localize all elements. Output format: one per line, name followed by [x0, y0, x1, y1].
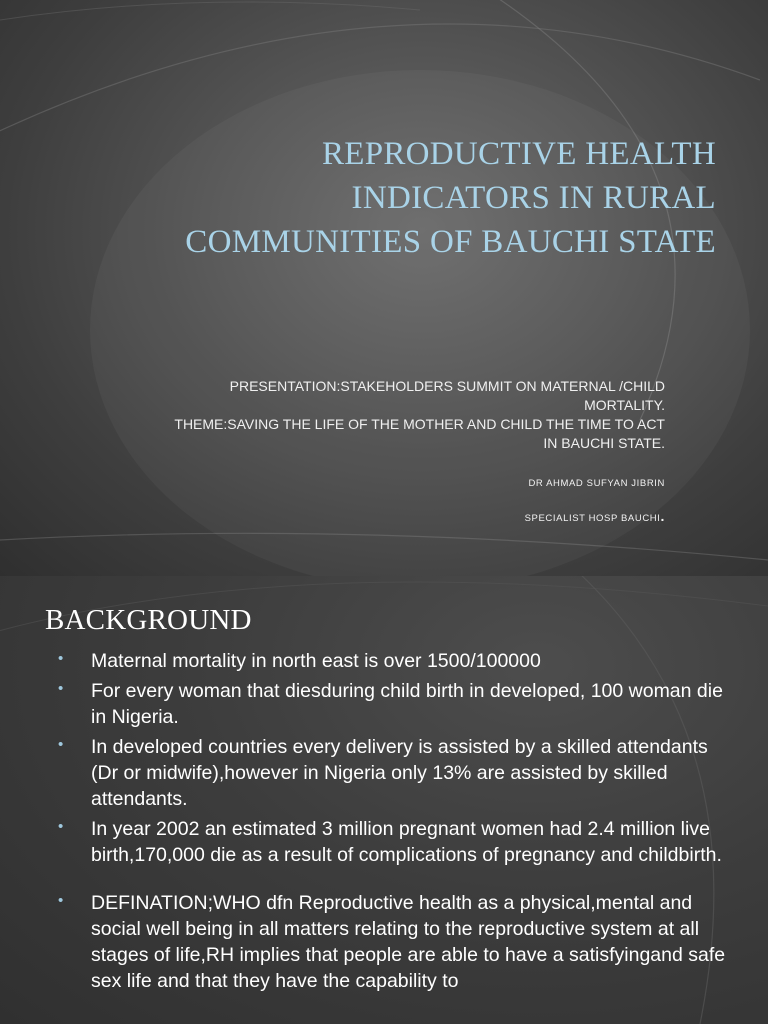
author-name: DR AHMAD SUFYAN JIBRIN	[528, 478, 665, 489]
bullet-text: Maternal mortality in north east is over 1500/100000	[91, 650, 541, 672]
list-item	[58, 734, 738, 812]
list-item	[58, 648, 738, 674]
bullet-icon: •	[58, 650, 64, 667]
bullet-icon: •	[58, 892, 64, 909]
slide-title: REPRODUCTIVE HEALTH INDICATORS IN RURAL COMMUNITIES OF BAUCHI STATE	[185, 136, 716, 260]
subtitle-line: MORTALITY.	[584, 397, 665, 413]
author-affiliation-line	[265, 508, 665, 524]
slide-heading: BACKGROUND	[45, 604, 252, 636]
background-slide	[0, 576, 768, 1024]
bullet-icon: •	[58, 680, 64, 697]
subtitle-line: IN BAUCHI STATE.	[543, 435, 665, 451]
bullet-text: In developed countries every delivery is assisted by a skilled attendants (Dr or midwife),however in Nigeria only 13% are assisted by skilled attendants.	[91, 736, 708, 810]
affiliation-period: .	[660, 508, 665, 524]
subtitle-line: PRESENTATION:STAKEHOLDERS SUMMIT ON MATERNAL /CHILD	[229, 378, 665, 394]
bullet-text: For every woman that diesduring child birth in developed, 100 woman die in Nigeria.	[91, 680, 723, 728]
bullet-list	[58, 648, 738, 998]
list-item	[58, 678, 738, 730]
bullet-text: In year 2002 an estimated 3 million pregnant women had 2.4 million live birth,170,000 die as a result of complications of pregnancy and childbirth.	[91, 818, 722, 866]
subtitle-line: THEME:SAVING THE LIFE OF THE MOTHER AND CHILD THE TIME TO ACT	[174, 416, 665, 432]
author-affiliation: SPECIALIST HOSP BAUCHI	[524, 513, 661, 524]
bullet-icon: •	[58, 818, 64, 835]
bullet-text: DEFINATION;WHO dfn Reproductive health as a physical,mental and social well being in all matters relating to the reproductive system at all stages of life,RH implies that people are able to have a satisfyingand safe sex life and that they have the capability to	[91, 892, 726, 992]
list-item	[58, 890, 738, 994]
bullet-icon: •	[58, 736, 64, 753]
list-item	[58, 816, 738, 868]
presentation-subtitle	[125, 377, 665, 453]
